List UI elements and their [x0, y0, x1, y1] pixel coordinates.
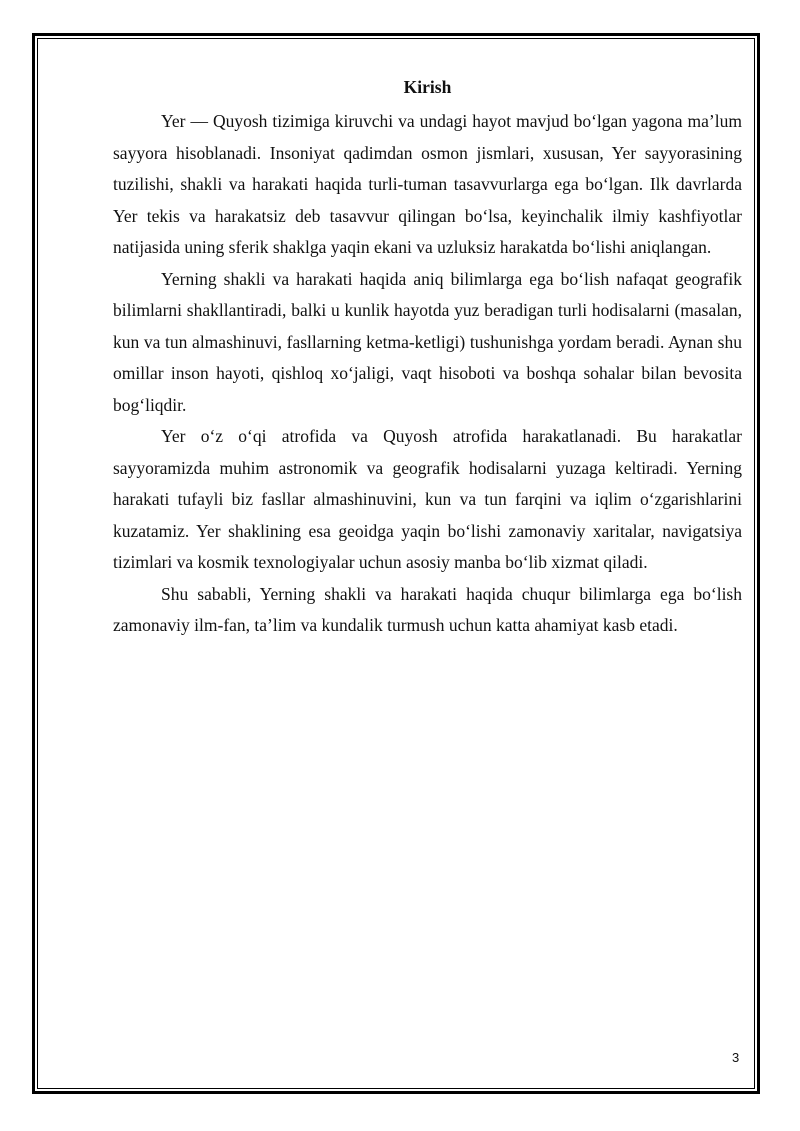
paragraph-1: Yer — Quyosh tizimiga kiruvchi va undagi hayot mavjud bo‘lgan yagona ma’lum sayyora hisoblanadi. Insoniyat qadimdan osmon jismlari, xususan, Yer sayyorasining tuzilishi, shakli va harakati haqida turli-tuman tasavvurlarga ega bo‘lgan. Ilk davrlarda Yer tekis va harakatsiz deb tasavvur qilingan bo‘lsa, keyinchalik ilmiy kashfiyotlar natijasida uning sferik shaklga yaqin ekani va uzluksiz harakatda bo‘lishi aniqlangan. [113, 111, 742, 257]
document-body [113, 76, 742, 642]
page-number: 3 [732, 1050, 740, 1065]
paragraph-3: Yer o‘z o‘qi atrofida va Quyosh atrofida harakatlanadi. Bu harakatlar sayyoramizda muhim astronomik va geografik hodisalarni yuzaga keltiradi. Yerning harakati tufayli biz fasllar almashinuvini, kun va tun farqini va iqlim o‘zgarishlarini kuzatamiz. Yer shaklining esa geoidga yaqin bo‘lishi zamonaviy xaritalar, navigatsiya tizimlari va kosmik texnologiyalar uchun asosiy manba bo‘lib xizmat qiladi. [113, 426, 742, 572]
paragraph-4: Shu sababli, Yerning shakli va harakati haqida chuqur bilimlarga ega bo‘lish zamonaviy ilm-fan, ta’lim va kundalik turmush uchun katta ahamiyat kasb etadi. [113, 583, 742, 635]
paragraph-2: Yerning shakli va harakati haqida aniq bilimlarga ega bo‘lish nafaqat geografik bilimlarni shakllantiradi, balki u kunlik hayotda yuz beradigan turli hodisalarni (masalan, kun va tun almashinuvi, fasllarning ketma-ketligi) tushunishga yordam beradi. Aynan shu omillar inson hayoti, qishloq xo‘jaligi, vaqt hisoboti va boshqa sohalar bilan bevosita bog‘liqdir. [113, 268, 742, 415]
section-heading: Kirish [403, 77, 452, 97]
